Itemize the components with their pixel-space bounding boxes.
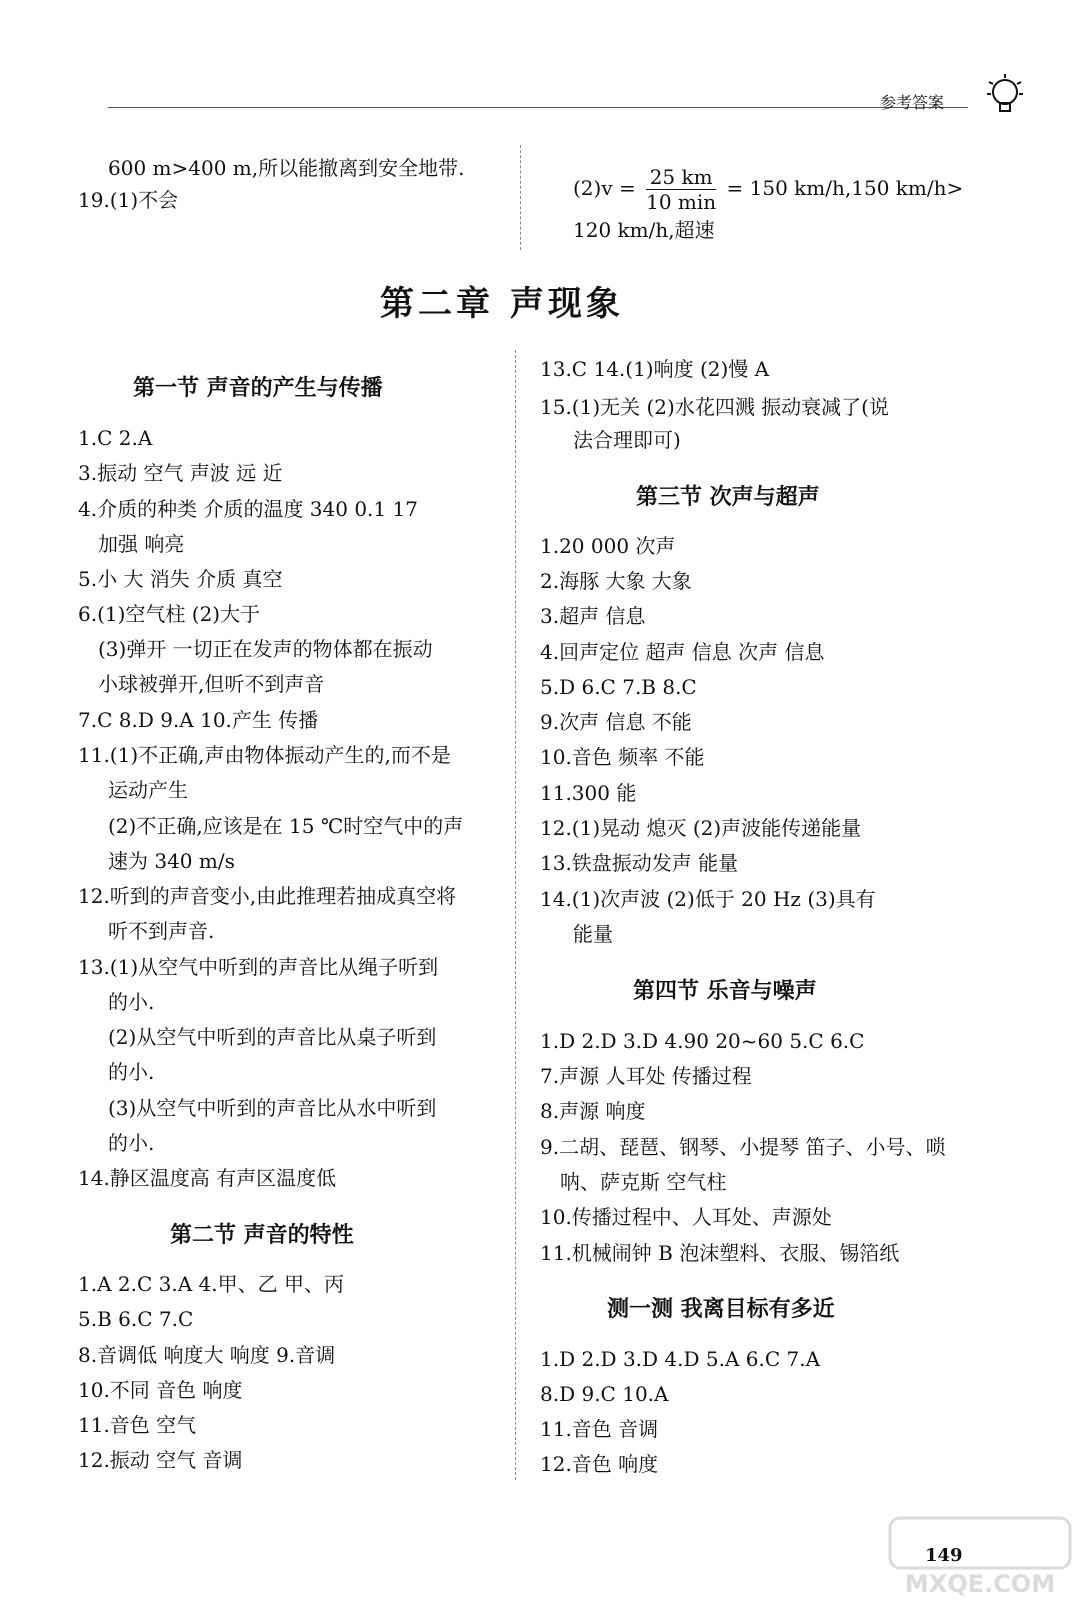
formula-numerator: 25 km bbox=[646, 165, 716, 190]
formula-denominator: 10 min bbox=[646, 190, 717, 214]
header-label: 参考答案 bbox=[880, 93, 945, 112]
answer-line: 10.不同 音色 响度 bbox=[78, 1378, 243, 1402]
chapter-title: 第二章 声现象 bbox=[380, 284, 624, 324]
answer-line: 速为 340 m/s bbox=[108, 849, 235, 873]
answer-line: 1.D 2.D 3.D 4.90 20~60 5.C 6.C bbox=[540, 1029, 865, 1053]
answer-line: 1.20 000 次声 bbox=[540, 534, 676, 558]
answer-line: 听不到声音. bbox=[108, 919, 215, 943]
answer-line: 12.音色 响度 bbox=[540, 1452, 659, 1476]
answer-line: 法合理即可) bbox=[573, 428, 681, 452]
answer-line: 15.(1)无关 (2)水花四溅 振动衰减了(说 bbox=[540, 395, 889, 419]
answer-line: 小球被弹开,但听不到声音 bbox=[98, 672, 325, 696]
answer-line: (2)不正确,应该是在 15 ℃时空气中的声 bbox=[108, 814, 464, 838]
answer-line: 12.听到的声音变小,由此推理若抽成真空将 bbox=[78, 884, 457, 908]
answer-line: 11.音色 音调 bbox=[540, 1417, 659, 1441]
answer-line: 3.振动 空气 声波 远 近 bbox=[78, 461, 283, 485]
answer-line: 13.铁盘振动发声 能量 bbox=[540, 851, 739, 875]
answer-line: 11.300 能 bbox=[540, 781, 637, 805]
page-number: 149 bbox=[925, 1545, 963, 1566]
answer-line: 11.音色 空气 bbox=[78, 1413, 197, 1437]
section-title-1: 第一节 声音的产生与传播 bbox=[133, 376, 383, 401]
answer-line: 加强 响亮 bbox=[98, 532, 185, 556]
answer-line: 12.(1)晃动 熄灭 (2)声波能传递能量 bbox=[540, 816, 862, 840]
answer-line: 10.传播过程中、人耳处、声源处 bbox=[540, 1205, 832, 1229]
answer-line: 1.C 2.A bbox=[78, 426, 153, 450]
answer-line: 5.小 大 消失 介质 真空 bbox=[78, 567, 283, 591]
top-left-line-2: 19.(1)不会 bbox=[78, 188, 179, 212]
answer-line: 13.C 14.(1)响度 (2)慢 A bbox=[540, 357, 770, 381]
answer-line: 运动产生 bbox=[108, 778, 188, 802]
answer-line: 5.D 6.C 7.B 8.C bbox=[540, 675, 697, 699]
lightbulb-icon bbox=[985, 72, 1025, 120]
answer-line: 14.(1)次声波 (2)低于 20 Hz (3)具有 bbox=[540, 887, 876, 911]
answer-line: 的小. bbox=[108, 1131, 155, 1155]
answer-line: 4.回声定位 超声 信息 次声 信息 bbox=[540, 640, 825, 664]
answer-line: 14.静区温度高 有声区温度低 bbox=[78, 1166, 337, 1190]
answer-line: 呐、萨克斯 空气柱 bbox=[560, 1170, 727, 1194]
answer-line: 8.音调低 响度大 响度 9.音调 bbox=[78, 1343, 336, 1367]
answer-line: 1.A 2.C 3.A 4.甲、乙 甲、丙 bbox=[78, 1272, 344, 1296]
answer-line: 9.二胡、琵琶、钢琴、小提琴 笛子、小号、唢 bbox=[540, 1135, 946, 1159]
answer-line: 6.(1)空气柱 (2)大于 bbox=[78, 602, 261, 626]
section-title-2: 第二节 声音的特性 bbox=[170, 1223, 354, 1248]
answer-line: 8.D 9.C 10.A bbox=[540, 1382, 669, 1406]
watermark-text: MXQE.COM bbox=[904, 1570, 1056, 1598]
answer-line: 4.介质的种类 介质的温度 340 0.1 17 bbox=[78, 497, 418, 521]
answer-line: 10.音色 频率 不能 bbox=[540, 745, 705, 769]
formula-fraction bbox=[646, 165, 716, 214]
formula-suffix: = 150 km/h,150 km/h> bbox=[726, 176, 964, 200]
answer-line: 5.B 6.C 7.C bbox=[78, 1307, 194, 1331]
header-rule bbox=[108, 107, 968, 108]
answer-line: 13.(1)从空气中听到的声音比从绳子听到 bbox=[78, 955, 439, 979]
top-column-divider bbox=[520, 145, 522, 250]
answer-line: (2)从空气中听到的声音比从桌子听到 bbox=[108, 1025, 437, 1049]
answer-line: 11.机械闹钟 B 泡沫塑料、衣服、锡箔纸 bbox=[540, 1241, 900, 1265]
answer-line: 2.海豚 大象 大象 bbox=[540, 569, 692, 593]
answer-line: (3)从空气中听到的声音比从水中听到 bbox=[108, 1096, 437, 1120]
answer-line: 7.声源 人耳处 传播过程 bbox=[540, 1064, 752, 1088]
answer-line: (3)弹开 一切正在发声的物体都在振动 bbox=[98, 637, 433, 661]
answer-line: 7.C 8.D 9.A 10.产生 传播 bbox=[78, 708, 319, 732]
watermark-logo bbox=[880, 1510, 1080, 1600]
answer-line: 8.声源 响度 bbox=[540, 1099, 646, 1123]
answer-line: 11.(1)不正确,声由物体振动产生的,而不是 bbox=[78, 743, 451, 767]
answer-line: 12.振动 空气 音调 bbox=[78, 1448, 243, 1472]
main-column-divider bbox=[515, 350, 517, 1480]
answer-line: 的小. bbox=[108, 990, 155, 1014]
answer-line: 1.D 2.D 3.D 4.D 5.A 6.C 7.A bbox=[540, 1347, 821, 1371]
section-title-4: 第四节 乐音与噪声 bbox=[633, 979, 817, 1004]
section-title-5: 测一测 我离目标有多近 bbox=[607, 1297, 835, 1322]
formula-prefix: (2)v = bbox=[573, 176, 636, 200]
answer-line: 的小. bbox=[108, 1060, 155, 1084]
answer-line: 3.超声 信息 bbox=[540, 604, 646, 628]
top-left-line-1: 600 m>400 m,所以能撤离到安全地带. bbox=[108, 156, 465, 180]
top-right-line-2: 120 km/h,超速 bbox=[573, 218, 715, 242]
answer-line: 9.次声 信息 不能 bbox=[540, 710, 692, 734]
top-right-formula bbox=[573, 160, 963, 216]
answer-line: 能量 bbox=[573, 922, 613, 946]
section-title-3: 第三节 次声与超声 bbox=[636, 485, 820, 510]
